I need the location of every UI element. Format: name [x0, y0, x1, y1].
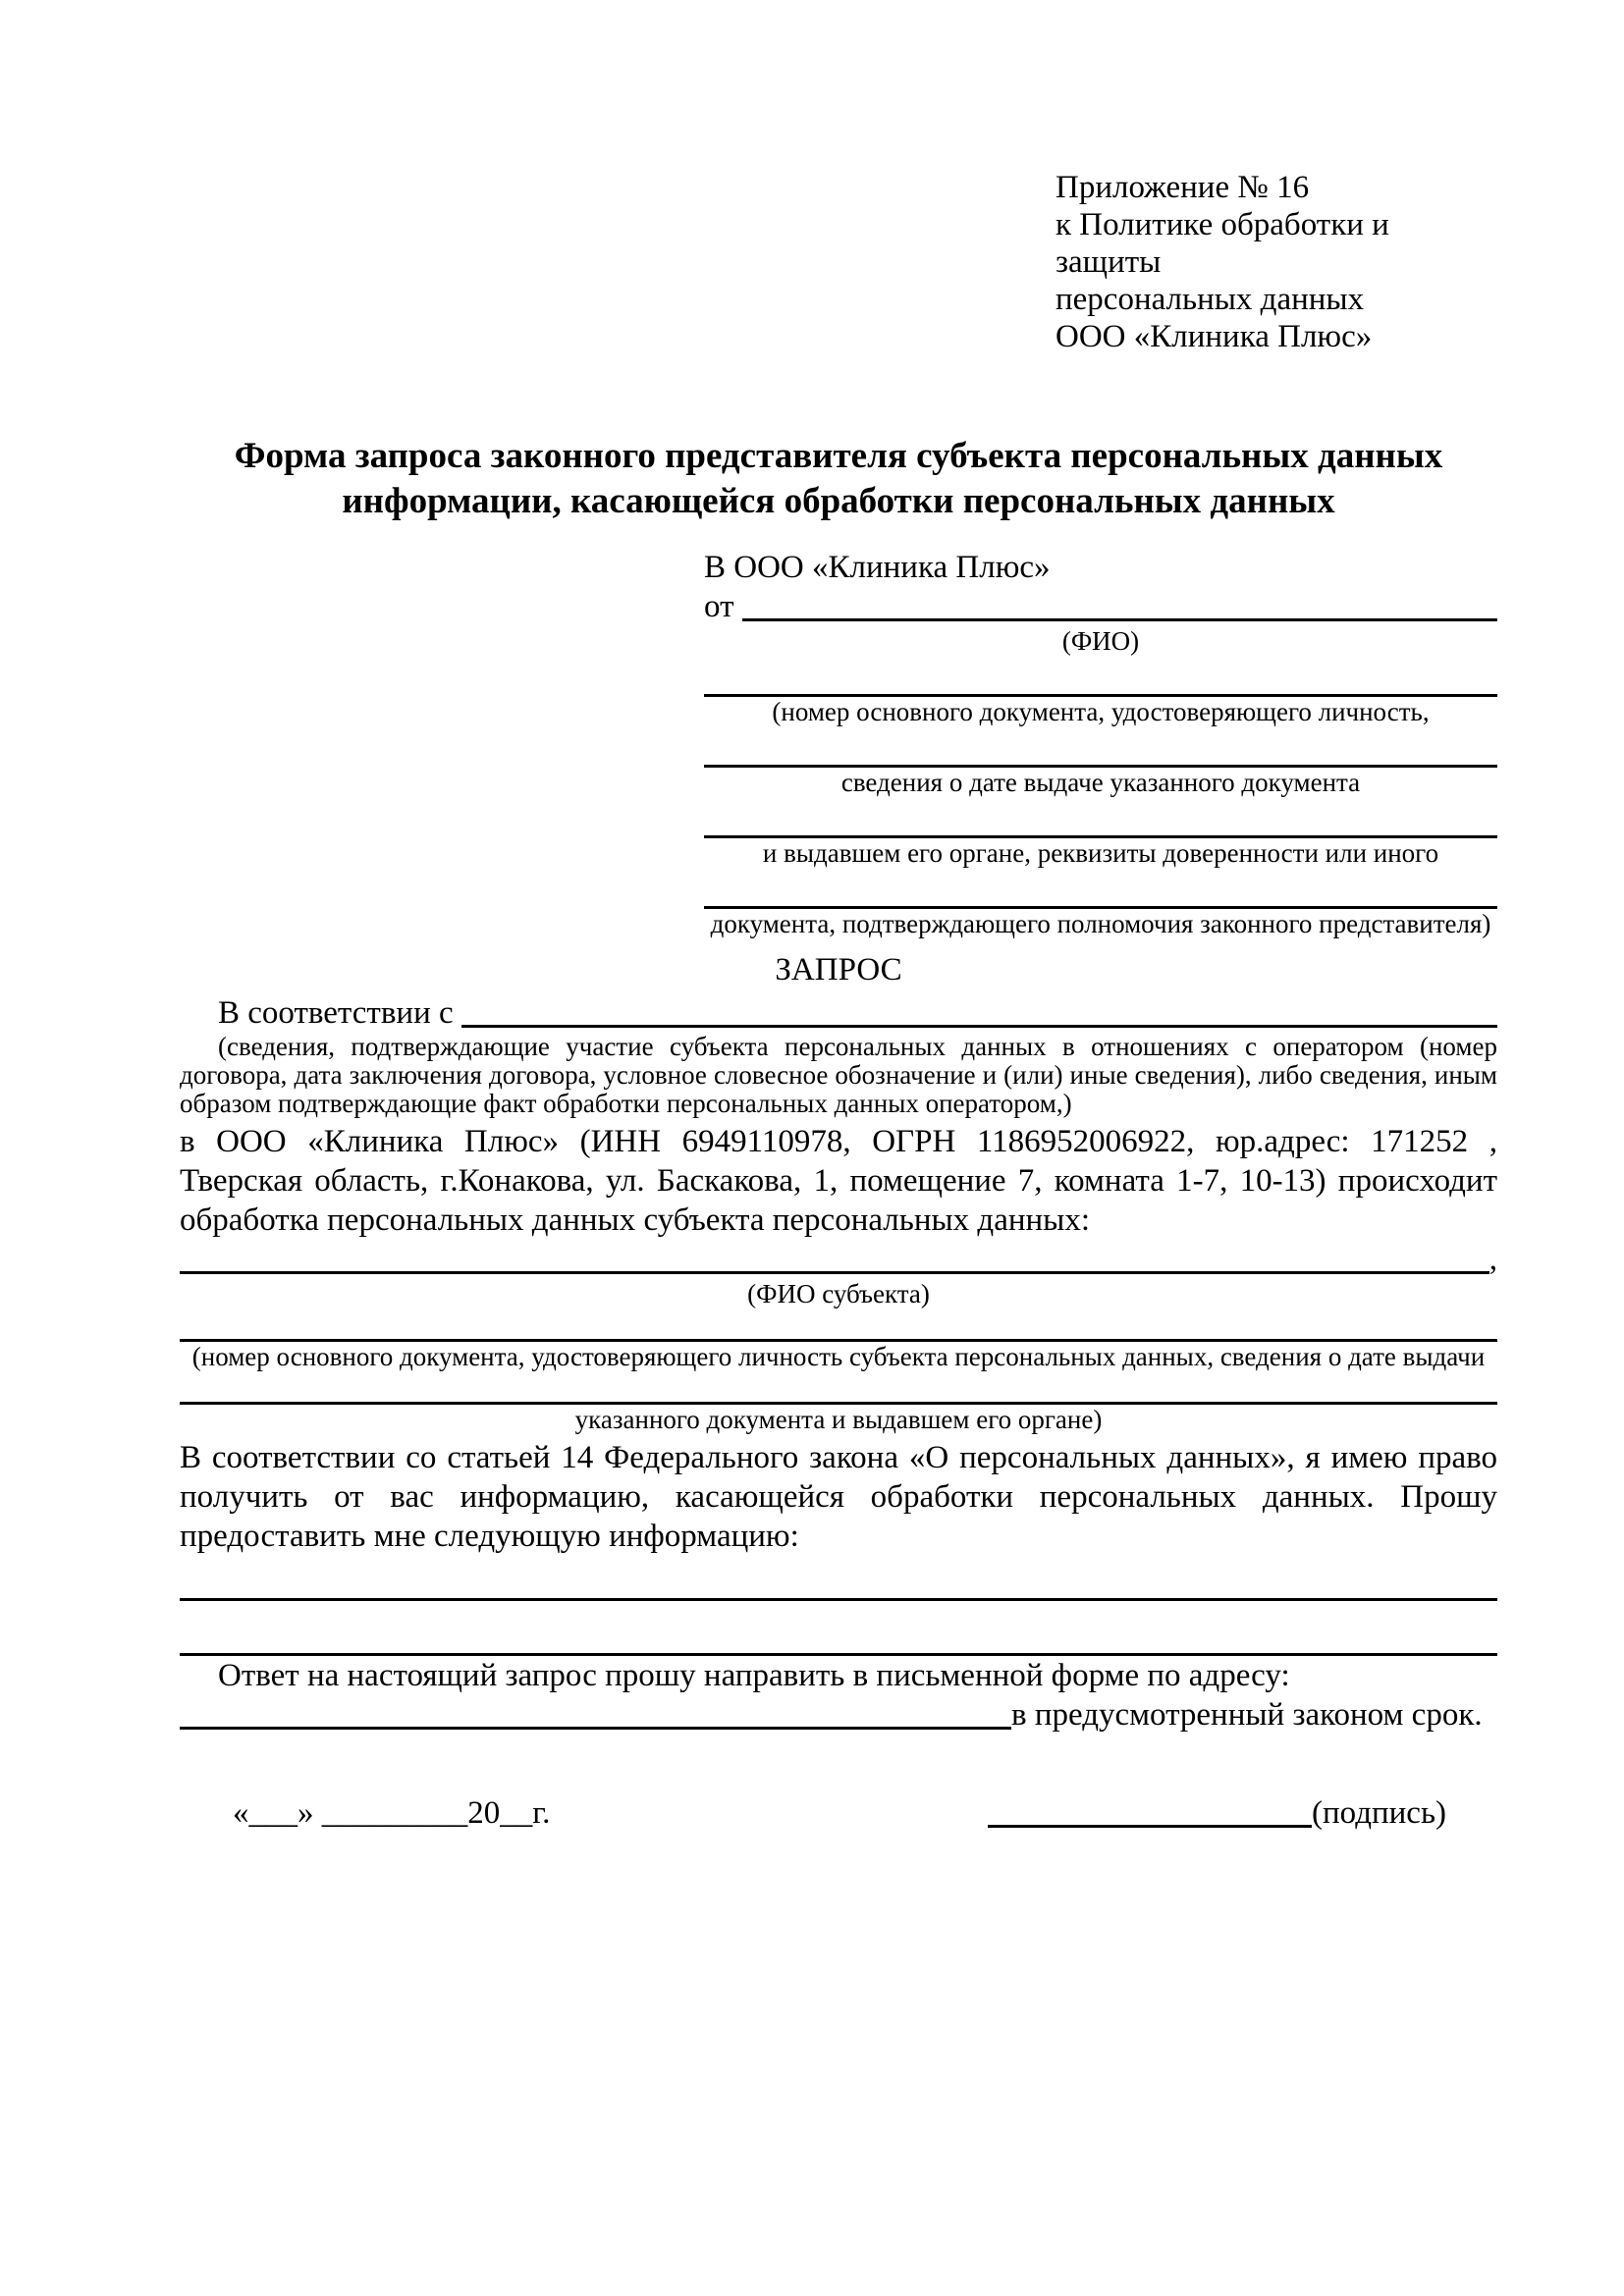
issue-date-caption: сведения о дате выдаче указанного документа [840, 768, 1361, 797]
fio-blank-line [742, 618, 1497, 621]
appendix-company: ООО «Клиника Плюс» [1056, 319, 1373, 354]
date-blank: «___» _________20__г. [233, 1795, 551, 1831]
fio-caption: (ФИО) [1061, 626, 1140, 656]
accordance-blank-line [461, 1025, 1497, 1028]
id-document-caption: (номер основного документа, удостоверяющего личность, [772, 697, 1430, 726]
law-paragraph: В соответствии со статьей 14 Федерального закона «О персональных данных», я имею право получить от вас информацию, касающейся обработки персональных данных. Прошу предоставить мне следующую информацию: [180, 1440, 1497, 1554]
from-label: от [704, 589, 742, 624]
accordance-row [180, 993, 1497, 1033]
reply-paragraph: Ответ на настоящий запрос прошу направить в письменной форме по адресу: [218, 1658, 1290, 1693]
subject-fio-caption: (ФИО субъекта) [747, 1279, 930, 1308]
requested-info-blank-line-1 [180, 1566, 1497, 1601]
appendix-policy-line1: к Политике обработки и защиты [1056, 207, 1389, 280]
subject-fio-blank-line [180, 1271, 1489, 1274]
issuing-authority-blank-line [704, 803, 1497, 838]
id-document-blank-line [704, 662, 1497, 697]
document-title-line1: Форма запроса законного представителя субъекта персональных данных [234, 436, 1443, 476]
representative-authority-blank-line [704, 874, 1497, 909]
signature-group [988, 1793, 1446, 1833]
issuing-authority-caption: и выдавшем его органе, реквизиты доверенности или иного [762, 838, 1439, 868]
representative-authority-caption: документа, подтверждающего полномочия законного представителя) [710, 909, 1491, 938]
request-heading: ЗАПРОС [775, 952, 902, 988]
issue-date-blank-line [704, 732, 1497, 768]
subject-fio-row [180, 1240, 1497, 1279]
reply-address-row [180, 1695, 1497, 1735]
accordance-note: (сведения, подтверждающие участие субъекта персональных данных в отношениях с оператором (номер договора, дата заключения договора, условное словесное обозначение и (или) иные сведения), либо сведения, иным образом подтверждающие факт обработки персональных данных оператором,) [180, 1032, 1497, 1118]
document-title-line2: информации, касающейся обработки персональных данных [342, 481, 1335, 521]
operator-paragraph: в ООО «Клиника Плюс» (ИНН 6949110978, ОГРН 1186952006922, юр.адрес: 171252 , Тверская область, г.Конакова, ул. Баскакова, 1, помещение 7, комната 1-7, 10-13) происходит обработка персональных данных субъекта персональных данных: [180, 1124, 1497, 1238]
subject-fio-suffix: , [1489, 1242, 1497, 1277]
appendix-number: Приложение № 16 [1056, 170, 1310, 205]
addressee-block [704, 548, 1497, 938]
signature-caption: (подпись) [1312, 1795, 1446, 1831]
subject-id-authority-blank-line [180, 1371, 1497, 1405]
document-title [180, 434, 1497, 524]
requested-info-blank-line-2 [180, 1601, 1497, 1656]
signature-footer [180, 1793, 1497, 1833]
signature-blank-line [988, 1825, 1312, 1828]
reply-suffix: в предусмотренный законом срок. [1011, 1697, 1483, 1733]
appendix-header [1056, 169, 1497, 355]
accordance-prefix: В соответствии с [218, 995, 461, 1031]
reply-address-blank-line [180, 1727, 1011, 1730]
subject-id-caption: (номер основного документа, удостоверяющего личность субъекта персональных данных, сведения о дате выдачи [191, 1342, 1486, 1371]
addressee-company: В ООО «Клиника Плюс» [704, 550, 1051, 585]
subject-id-blank-line [180, 1308, 1497, 1342]
from-row [704, 587, 1497, 626]
appendix-policy-line2: персональных данных [1056, 282, 1365, 317]
subject-id-authority-caption: указанного документа и выдавшем его органе) [574, 1405, 1103, 1434]
